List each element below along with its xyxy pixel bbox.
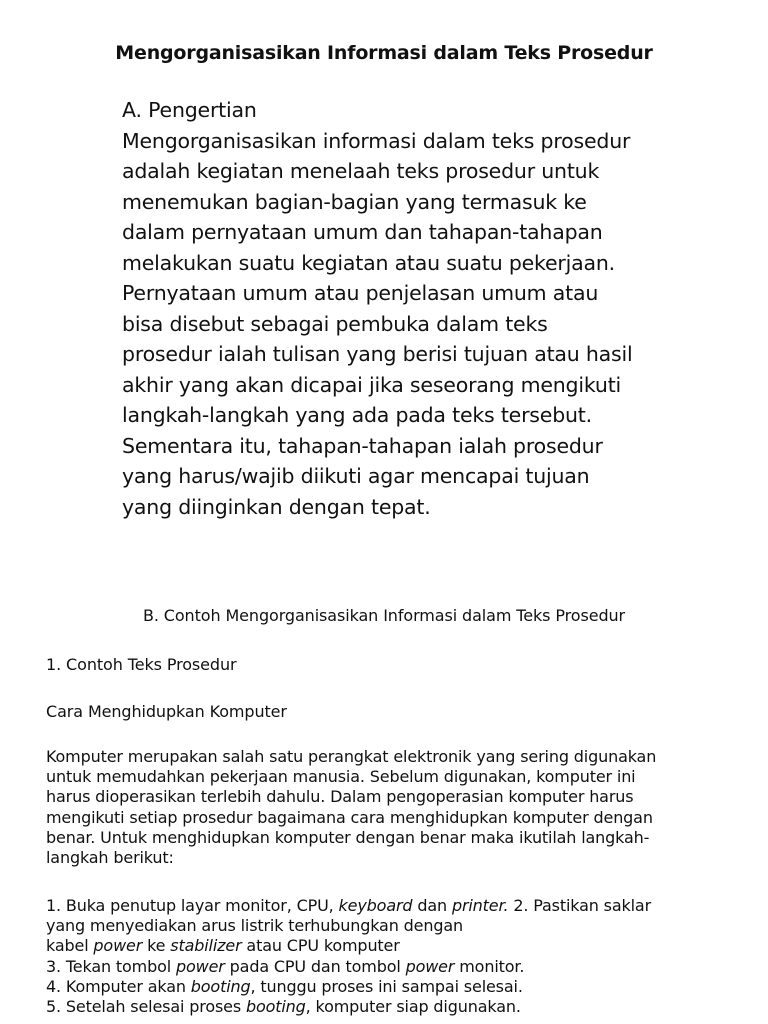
step-text: 5. Setelah selesai proses (46, 997, 246, 1017)
section-a-heading: A. Pengertian (122, 98, 257, 122)
step-line (46, 997, 746, 1017)
step-line (46, 957, 746, 977)
example-subheading: 1. Contoh Teks Prosedur (46, 655, 237, 674)
step-text: , komputer siap digunakan. (305, 997, 521, 1017)
section-a-line: Mengorganisasikan informasi dalam teks prosedur (122, 128, 631, 153)
step-italic: printer. (451, 896, 509, 915)
section-a-line: akhir yang akan dicapai jika seseorang mengikuti (122, 372, 622, 397)
section-a-line: bisa disebut sebagai pembuka dalam teks (122, 311, 548, 336)
step-italic: keyboard (338, 896, 413, 915)
step-line (46, 977, 746, 997)
step-text: 4. Komputer akan (46, 976, 191, 996)
section-b-heading: B. Contoh Mengorganisasikan Informasi dalam Teks Prosedur (142, 606, 626, 625)
section-a-line: dalam pernyataan umum dan tahapan-tahapan (122, 220, 603, 244)
section-a-line: prosedur ialah tulisan yang berisi tujuan atau hasil (122, 342, 633, 366)
step-line: yang menyediakan arus listrik terhubungkan dengan (46, 916, 463, 936)
step-text: atau CPU komputer (241, 936, 400, 956)
paragraph-line: harus dioperasikan terlebih dahulu. Dalam pengoperasian komputer harus (46, 787, 634, 807)
step-text: monitor. (454, 956, 525, 976)
section-a (122, 95, 682, 522)
section-a-line: Pernyataan umum atau penjelasan umum atau (122, 281, 599, 305)
step-text: 1. Buka penutup layar monitor, CPU, (46, 896, 339, 915)
step-text: 2. Pastikan saklar (508, 896, 652, 915)
paragraph-line: untuk memudahkan pekerjaan manusia. Sebelum digunakan, komputer ini (46, 767, 636, 787)
step-italic: power (93, 936, 143, 956)
step-italic: stabilizer (170, 936, 242, 956)
paragraph-line: mengikuti setiap prosedur bagaimana cara menghidupkan komputer dengan (46, 807, 653, 827)
step-text: dan (412, 896, 452, 915)
step-text: kabel (46, 936, 94, 956)
paragraph-line: Komputer merupakan salah satu perangkat elektronik yang sering digunakan (46, 747, 657, 766)
step-italic: power (176, 956, 225, 976)
step-text: ke (142, 936, 171, 956)
section-a-line: yang harus/wajib diikuti agar mencapai tujuan (122, 464, 590, 488)
step-text: , tunggu proses ini sampai selesai. (250, 976, 523, 996)
page-title: Mengorganisasikan Informasi dalam Teks Prosedur (115, 42, 653, 64)
paragraph-line: langkah berikut: (46, 848, 174, 868)
step-text: pada CPU dan tombol (224, 956, 406, 976)
step-line (46, 936, 746, 956)
paragraph-line: benar. Untuk menghidupkan komputer dengan benar maka ikutilah langkah- (46, 827, 650, 847)
step-italic: booting (190, 976, 251, 996)
section-a-line: melakukan suatu kegiatan atau suatu pekerjaan. (122, 250, 615, 275)
section-a-line: menemukan bagian-bagian yang termasuk ke (122, 189, 587, 214)
step-italic: power (405, 956, 455, 976)
section-a-line: Sementara itu, tahapan-tahapan ialah prosedur (122, 433, 603, 458)
step-italic: booting (245, 997, 306, 1017)
example-paragraph (46, 747, 746, 868)
section-a-line: yang diinginkan dengan tepat. (122, 494, 431, 519)
example-title: Cara Menghidupkan Komputer (46, 702, 287, 721)
step-text: 3. Tekan tombol (46, 956, 176, 976)
step-line (46, 896, 746, 916)
steps-list (46, 896, 746, 1017)
section-a-line: langkah-langkah yang ada pada teks tersebut. (122, 403, 592, 427)
section-a-line: adalah kegiatan menelaah teks prosedur untuk (122, 159, 600, 183)
